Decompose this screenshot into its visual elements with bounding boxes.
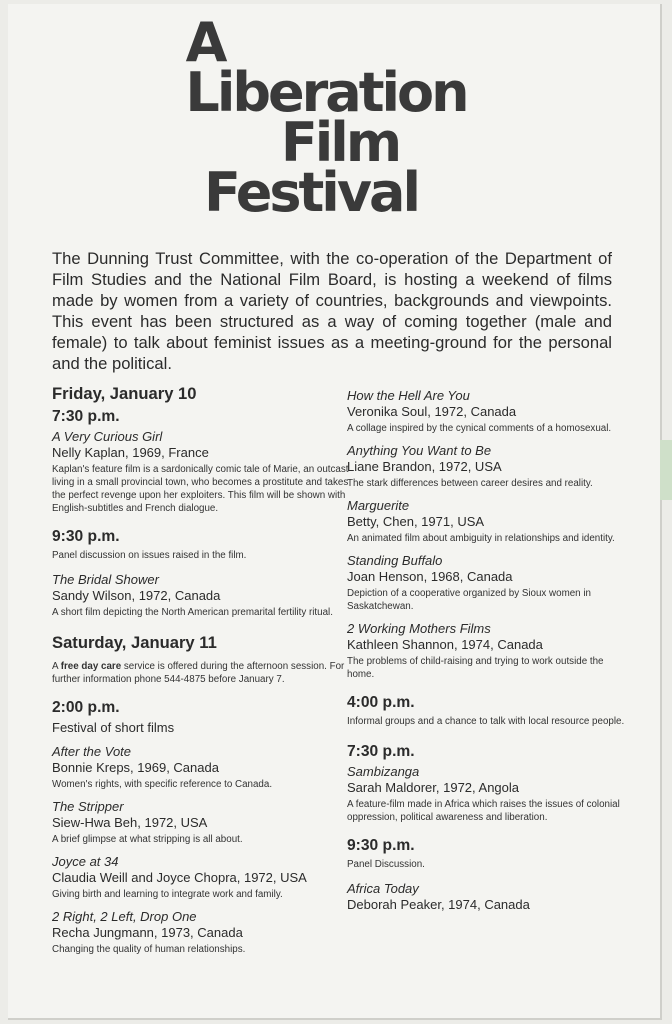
intro-paragraph: The Dunning Trust Committee, with the co-operation of the Department of Film Studies and the National Film Board, is hosting a weekend of films made by women from a variety of countries, backgrounds and viewpoints. This event has been structured as a way of coming together (male and female) to talk about feminist issues as a meeting-ground for the personal and the political. xyxy=(52,249,612,373)
saturday-time-400: 4:00 p.m. xyxy=(347,694,415,711)
saturday-heading: Saturday, January 11 xyxy=(52,633,217,652)
saturday-time-200: 2:00 p.m. xyxy=(52,699,120,716)
film-description: The problems of child-raising and trying to work outside the home. xyxy=(347,656,604,680)
film-sambizanga xyxy=(347,764,627,824)
film-description: Changing the quality of human relationships. xyxy=(52,944,246,955)
film-anything-you-want xyxy=(347,443,627,490)
festival-title xyxy=(40,11,640,224)
daycare-bold: free day care xyxy=(60,661,122,672)
film-credit: Liane Brandon, 1972, USA xyxy=(347,459,502,474)
film-title: Joyce at 34 xyxy=(52,854,119,869)
film-credit: Recha Jungmann, 1973, Canada xyxy=(52,925,243,940)
film-credit: Nelly Kaplan, 1969, France xyxy=(52,445,209,460)
saturday-time-930: 9:30 p.m. xyxy=(347,837,415,854)
film-standing-buffalo xyxy=(347,553,627,613)
film-2-right-2-left xyxy=(52,909,352,956)
film-description: Giving birth and learning to integrate work and family. xyxy=(52,889,283,900)
film-description: Women's rights, with specific reference to Canada. xyxy=(52,779,273,790)
film-credit: Deborah Peaker, 1974, Canada xyxy=(347,897,530,912)
film-joyce-at-34 xyxy=(52,854,352,901)
film-credit: Sandy Wilson, 1972, Canada xyxy=(52,588,221,603)
daycare-pre: A xyxy=(52,661,61,672)
friday-time-730: 7:30 p.m. xyxy=(52,408,120,425)
film-credit: Claudia Weill and Joyce Chopra, 1972, USA xyxy=(52,870,307,885)
film-how-the-hell xyxy=(347,388,627,435)
film-africa-today xyxy=(347,881,627,913)
film-credit: Sarah Maldorer, 1972, Angola xyxy=(347,780,520,795)
film-title: Standing Buffalo xyxy=(347,553,443,568)
film-description: Depiction of a cooperative organized by Sioux women in Saskatchewan. xyxy=(347,588,591,612)
green-edge-tab xyxy=(660,440,672,500)
film-description: A collage inspired by the cynical comments of a homosexual. xyxy=(347,423,612,434)
film-marguerite xyxy=(347,498,627,545)
title-line-a: A xyxy=(185,11,225,74)
film-title: Marguerite xyxy=(347,498,410,513)
film-credit: Siew-Hwa Beh, 1972, USA xyxy=(52,815,208,830)
film-description: A feature-film made in Africa which raises the issues of colonial oppression, political awareness and liberation. xyxy=(347,799,620,823)
film-credit: Betty, Chen, 1971, USA xyxy=(347,514,485,529)
film-description: A short film depicting the North American premarital fertility ritual. xyxy=(52,607,333,618)
film-credit: Bonnie Kreps, 1969, Canada xyxy=(52,760,219,775)
film-bridal-shower xyxy=(52,572,352,619)
film-title: A Very Curious Girl xyxy=(52,429,163,444)
film-description: Kaplan's feature film is a sardonically comic tale of Marie, an outcast living in a small provincial town, who becomes a prostitute and takes the perfect revenge upon her exploiters. This film will be shown with English-subtitles and French dialogue. xyxy=(52,464,349,514)
film-title: 2 Right, 2 Left, Drop One xyxy=(52,909,197,924)
saturday-time-730: 7:30 p.m. xyxy=(347,743,415,760)
friday-heading: Friday, January 10 xyxy=(52,384,197,403)
panel-note: Panel discussion on issues raised in the film. xyxy=(52,550,247,561)
film-description: A brief glimpse at what stripping is all about. xyxy=(52,834,243,845)
festival-short-films: Festival of short films xyxy=(52,720,175,735)
film-working-mothers xyxy=(347,621,627,681)
daycare-note xyxy=(52,660,352,686)
daycare-post: service is offered during the afternoon session. For further information phone 544-4875 before January 7. xyxy=(52,661,345,685)
film-the-stripper xyxy=(52,799,352,846)
title-line-liberation: Liberation xyxy=(185,61,467,124)
film-credit: Veronika Soul, 1972, Canada xyxy=(347,404,517,419)
title-line-festival: Festival xyxy=(204,161,418,224)
film-credit: Joan Henson, 1968, Canada xyxy=(347,569,513,584)
left-column xyxy=(52,384,352,964)
panel-discussion-note: Panel Discussion. xyxy=(347,859,425,870)
informal-groups-note: Informal groups and a chance to talk with local resource people. xyxy=(347,716,625,727)
film-title: After the Vote xyxy=(52,744,132,759)
film-description: An animated film about ambiguity in relationships and identity. xyxy=(347,533,615,544)
film-title: Africa Today xyxy=(347,881,419,896)
film-title: Anything You Want to Be xyxy=(347,443,492,458)
film-title: The Stripper xyxy=(52,799,124,814)
right-column xyxy=(347,388,627,921)
film-description: The stark differences between career desires and reality. xyxy=(347,478,593,489)
film-title: The Bridal Shower xyxy=(52,572,159,587)
film-credit: Kathleen Shannon, 1974, Canada xyxy=(347,637,543,652)
friday-time-930: 9:30 p.m. xyxy=(52,528,120,545)
title-line-film: Film xyxy=(280,111,400,174)
film-title: 2 Working Mothers Films xyxy=(347,621,491,636)
film-title: Sambizanga xyxy=(347,764,420,779)
film-very-curious-girl xyxy=(52,429,352,515)
film-after-the-vote xyxy=(52,744,352,791)
film-title: How the Hell Are You xyxy=(347,388,470,403)
